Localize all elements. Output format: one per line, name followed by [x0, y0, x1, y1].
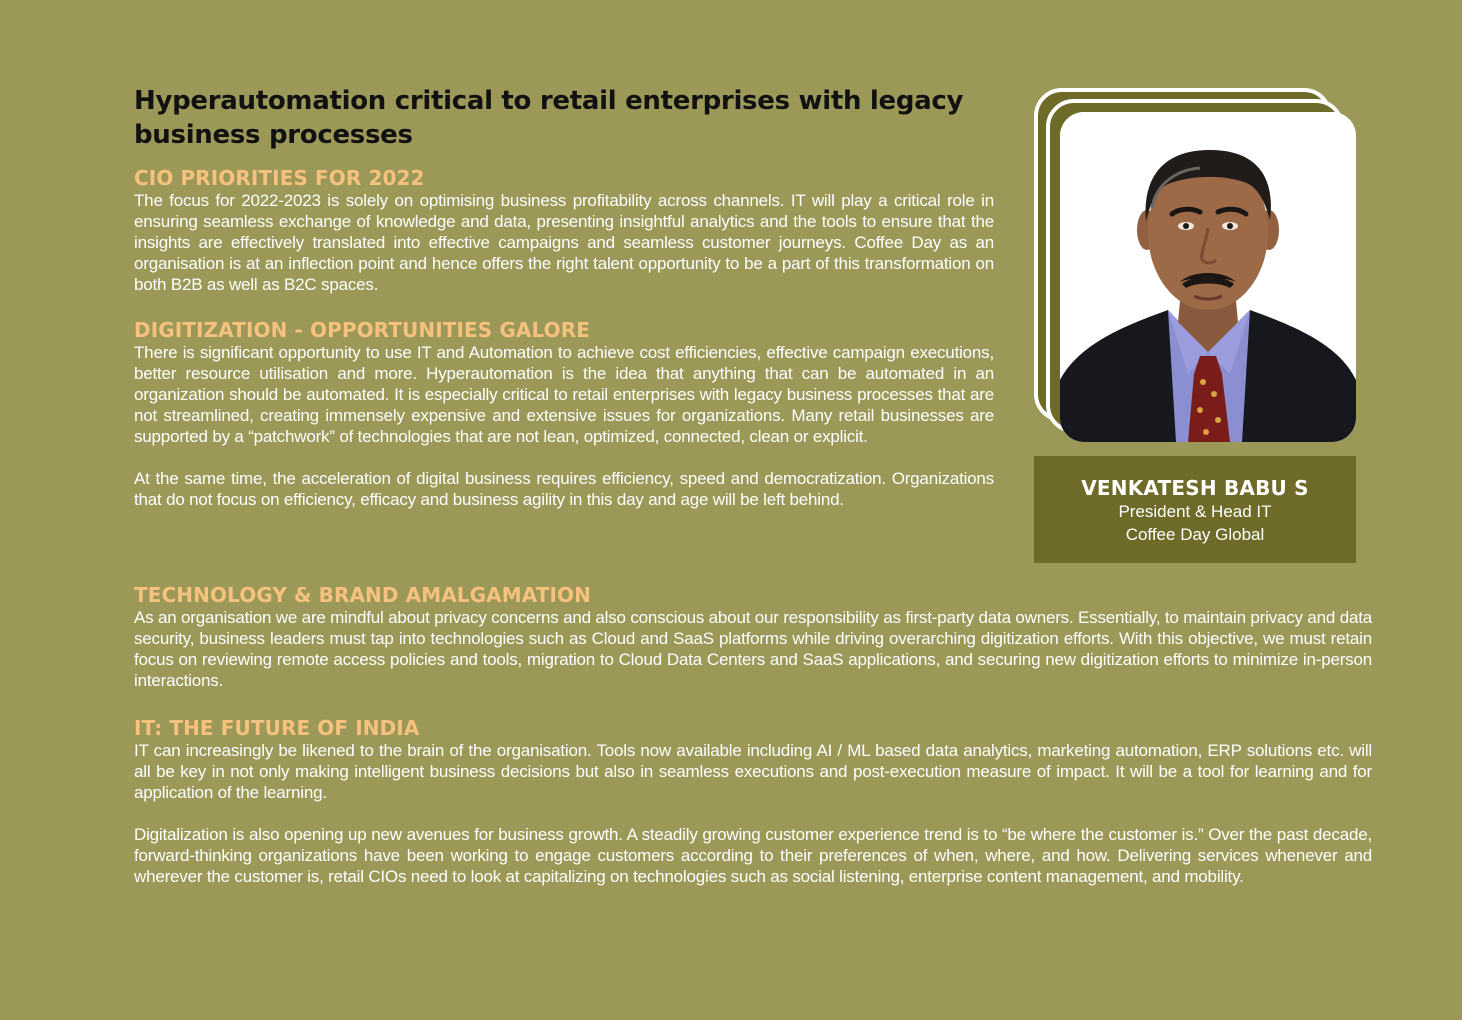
section-paragraph: As an organisation we are mindful about privacy concerns and also conscious about our responsibility as first-party data owners. Essentially, to maintain privacy and data security, business leaders must tap into technologies such as Cloud and SaaS platforms while driving overarching digitization efforts. With this objective, we must retain focus on reviewing remote access policies and tools, migration to Cloud Data Centers and SaaS applications, and securing new digitization efforts to minimize in-person interactions. — [134, 608, 1372, 690]
section-it-future — [134, 716, 1372, 887]
section-heading: IT: THE FUTURE OF INDIA — [134, 716, 420, 740]
section-cio-priorities — [134, 166, 994, 295]
article-title: Hyperautomation critical to retail enterprises with legacy business processes — [134, 86, 964, 150]
profile-photo — [1060, 112, 1356, 442]
section-digitization — [134, 318, 994, 510]
section-paragraph: IT can increasingly be likened to the brain of the organisation. Tools now available including AI / ML based data analytics, marketing automation, ERP solutions etc. will all be key in not only making intelligent business decisions but also in seamless executions and post-execution measure of impact. It will be a tool for learning and for application of the learning. — [134, 741, 1372, 802]
section-paragraph: The focus for 2022-2023 is solely on optimising business profitability across channels. IT will play a critical role in ensuring seamless exchange of knowledge and data, presenting insightful analytics and the tools to ensure that the insights are effectively translated into effective campaigns and seamless customer journeys. Coffee Day as an organisation is at an inflection point and hence offers the right talent opportunity to be a part of this transformation on both B2B as well as B2C spaces. — [134, 191, 994, 294]
section-paragraph: There is significant opportunity to use IT and Automation to achieve cost efficiencies, effective campaign executions, better resource utilisation and more. Hyperautomation is the idea that anything that can be automated in an organization should be automated. It is especially critical to retail enterprises with legacy business processes that are not streamlined, creating immensely expensive and extensive issues for organizations. Many retail businesses are supported by a “patchwork” of technologies that are not lean, optimized, connected, clean or explicit. — [134, 343, 994, 446]
section-heading: TECHNOLOGY & BRAND AMALGAMATION — [134, 583, 591, 607]
profile-name: VENKATESH BABU S — [1081, 476, 1309, 500]
section-paragraph: At the same time, the acceleration of digital business requires efficiency, speed and democratization. Organizations that do not focus on efficiency, efficacy and business agility in this day and age will be left behind. — [134, 469, 994, 509]
section-technology-brand — [134, 583, 1372, 691]
profile-title: President & Head IT — [1118, 502, 1272, 521]
section-heading: CIO PRIORITIES FOR 2022 — [134, 166, 425, 190]
section-heading: DIGITIZATION - OPPORTUNITIES GALORE — [134, 318, 590, 342]
profile-card — [1034, 456, 1356, 563]
section-paragraph: Digitalization is also opening up new avenues for business growth. A steadily growing customer experience trend is to “be where the customer is.” Over the past decade, forward-thinking organizations have been working to engage customers according to their preferences of when, where, and how. Delivering services whenever and wherever the customer is, retail CIOs need to look at capitalizing on technologies such as social listening, enterprise content management, and mobility. — [134, 825, 1372, 886]
profile-company: Coffee Day Global — [1125, 525, 1265, 544]
